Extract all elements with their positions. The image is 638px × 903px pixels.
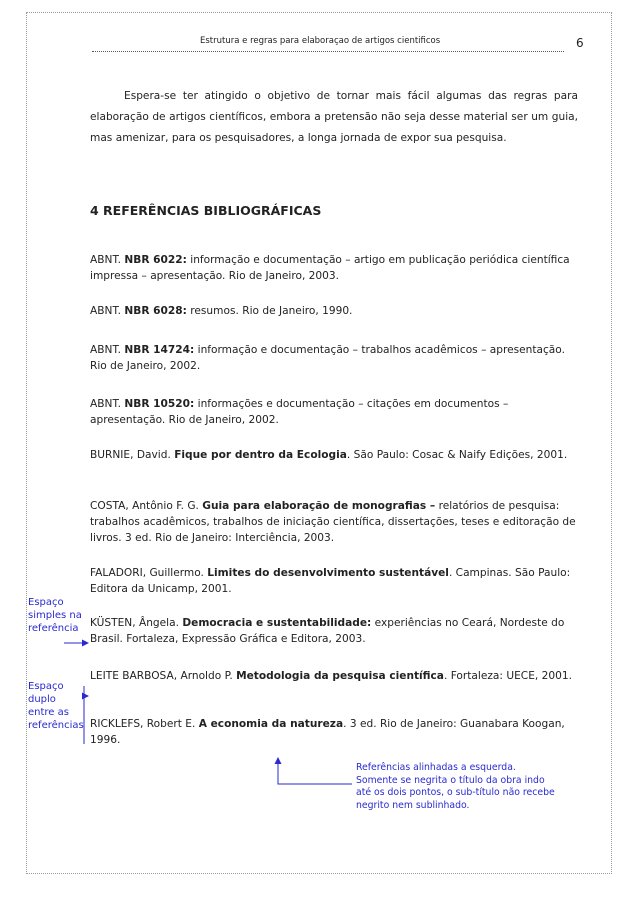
reference-author: RICKLEFS, Robert E. <box>90 718 199 730</box>
reference-details: informação e documentação – artigo em publicação periódica científica impressa – apresentação. Rio de Janeiro, 2003. <box>90 254 570 282</box>
reference-item <box>90 615 580 647</box>
annotation-line: duplo <box>28 694 56 705</box>
reference-author: KÜSTEN, Ângela. <box>90 617 183 629</box>
reference-title: Guia para elaboração de monografias – <box>202 500 436 512</box>
annotation-line: referência <box>28 623 79 634</box>
reference-title: Limites do desenvolvimento sustentável <box>207 567 449 579</box>
reference-author: COSTA, Antônio F. G. <box>90 500 203 512</box>
reference-details: . São Paulo: Cosac & Naify Edições, 2001. <box>346 449 568 461</box>
reference-item <box>90 252 580 284</box>
reference-item <box>90 716 580 748</box>
reference-title: NBR 10520: <box>124 398 195 410</box>
annotation-line: entre as <box>28 707 69 718</box>
annotation-line: simples na <box>28 610 82 621</box>
reference-item <box>90 342 580 374</box>
section-heading: 4 REFERÊNCIAS BIBLIOGRÁFICAS <box>90 203 322 218</box>
reference-details: relatórios de pesquisa: trabalhos acadêmicos, trabalhos de iniciação científica, dissertações, teses e editoração de livros. 3 ed. Rio de Janeiro: Interciência, 2003. <box>90 500 576 544</box>
reference-title: Fique por dentro da Ecologia <box>174 449 347 461</box>
header-rule <box>92 51 564 52</box>
reference-details: resumos. Rio de Janeiro, 1990. <box>186 305 353 317</box>
alignment-annotation <box>356 762 586 812</box>
single-space-annotation <box>28 596 82 635</box>
reference-details: informação e documentação – trabalhos acadêmicos – apresentação. Rio de Janeiro, 2002. <box>90 344 565 372</box>
reference-title: Democracia e sustentabilidade: <box>182 617 372 629</box>
intro-paragraph <box>90 86 578 149</box>
annotation-line: Referências alinhadas a esquerda. <box>356 762 516 773</box>
reference-item <box>90 447 580 463</box>
reference-title: Metodologia da pesquisa científica <box>236 670 444 682</box>
reference-details: experiências no Ceará, Nordeste do Brasil. Fortaleza, Expressão Gráfica e Editora, 2003. <box>90 617 565 645</box>
reference-author: ABNT. <box>90 305 125 317</box>
annotation-line: negrito nem sublinhado. <box>356 799 470 811</box>
reference-item <box>90 498 580 546</box>
reference-author: ABNT. <box>90 254 125 266</box>
reference-author: ABNT. <box>90 398 125 410</box>
double-space-annotation <box>28 680 84 732</box>
reference-title: A economia da natureza <box>198 718 344 730</box>
reference-author: FALADORI, Guillermo. <box>90 567 208 579</box>
reference-details: . Campinas. São Paulo: Editora da Unicamp, 2001. <box>90 567 571 595</box>
annotation-line: Espaço <box>28 597 64 608</box>
annotation-line: até os dois pontos, o sub-título não recebe <box>356 787 555 798</box>
reference-title: NBR 14724: <box>124 344 195 356</box>
reference-author: BURNIE, David. <box>90 449 175 461</box>
reference-details: informações e documentação – citações em documentos – apresentação. Rio de Janeiro, 2002. <box>90 398 509 426</box>
page-number: 6 <box>576 36 584 50</box>
reference-item <box>90 565 580 597</box>
intro-text: Espera-se ter atingido o objetivo de tornar mais fácil algumas das regras para elaboração de artigos científicos, embora a pretensão não seja desse material ser um guia, mas amenizar, para os pesquisadores, a longa jornada de expor sua pesquisa. <box>90 90 578 144</box>
reference-title: NBR 6022: <box>124 254 187 266</box>
reference-item <box>90 668 580 684</box>
reference-author: ABNT. <box>90 344 125 356</box>
reference-item <box>90 303 580 319</box>
reference-item <box>90 396 580 428</box>
reference-title: NBR 6028: <box>124 305 187 317</box>
reference-details: . 3 ed. Rio de Janeiro: Guanabara Koogan, 1996. <box>90 718 565 746</box>
reference-details: . Fortaleza: UECE, 2001. <box>443 670 572 682</box>
running-header: Estrutura e regras para elaboraçao de artigos cientificos <box>200 36 441 46</box>
annotation-line: referências <box>28 720 84 731</box>
reference-author: LEITE BARBOSA, Arnoldo P. <box>90 670 237 682</box>
annotation-line: Espaço <box>28 681 64 692</box>
annotation-line: Somente se negrita o título da obra indo <box>356 774 545 786</box>
